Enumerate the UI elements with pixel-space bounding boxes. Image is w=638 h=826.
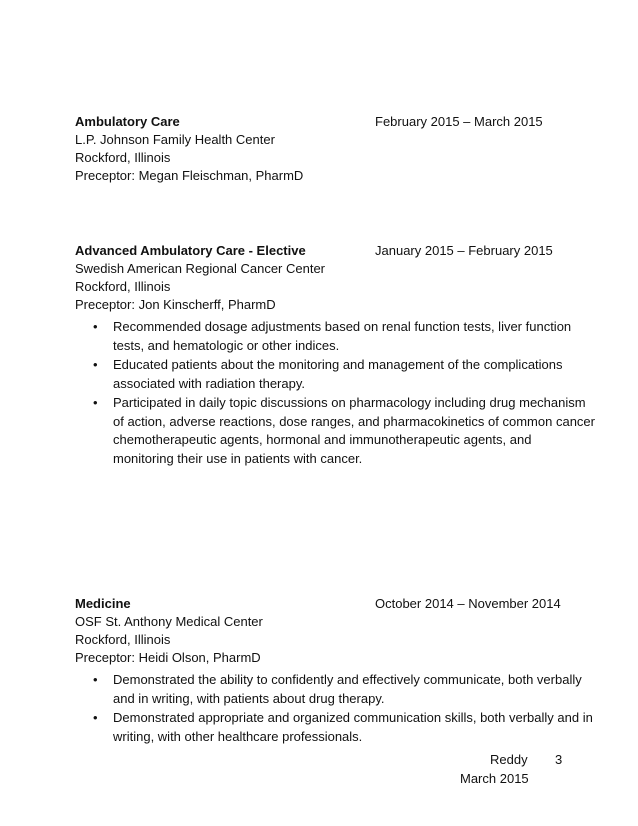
site-name: OSF St. Anthony Medical Center [75,614,263,629]
bullet-icon: • [93,395,98,410]
bullet-icon: • [93,710,98,725]
list-item [75,671,595,708]
list-item-text: Demonstrated appropriate and organized communication skills, both verbally and in writing, with other healthcare professionals. [113,710,593,744]
list-item-text: Demonstrated the ability to confidently and effectively communicate, both verbally and in writing, with patients about drug therapy. [113,672,582,706]
site-name: Swedish American Regional Cancer Center [75,261,326,276]
list-item-text: Recommended dosage adjustments based on renal function tests, liver function tests, and hematologic or other indices. [113,319,572,353]
section-title: Advanced Ambulatory Care - Elective [75,243,306,258]
section-dates: January 2015 – February 2015 [375,243,553,258]
preceptor: Preceptor: Heidi Olson, PharmD [75,650,261,665]
page-number: 3 [555,752,563,767]
preceptor: Preceptor: Jon Kinscherff, PharmD [75,297,276,312]
site-location: Rockford, Illinois [75,632,171,647]
list-item [75,318,595,355]
list-item-text: Participated in daily topic discussions on pharmacology including drug mechanism of action, adverse reactions, dose ranges, and pharmacokinetics of common cancer chemotherapeutic agents, hormonal and immunotherapeutic agents, and monitoring their use in patients with cancer. [113,395,595,466]
list-item-text: Educated patients about the monitoring and management of the complications associated with radiation therapy. [113,357,563,391]
list-item [75,394,595,468]
footer-date: March 2015 [460,771,529,786]
rotation-advanced-ambulatory-care [75,242,595,469]
rotation-medicine [75,595,595,747]
bullet-icon: • [93,357,98,372]
section-title: Medicine [75,596,131,611]
section-header [75,113,595,131]
section-header [75,595,595,613]
site-location: Rockford, Illinois [75,279,171,294]
list-item [75,356,595,393]
bullet-icon: • [93,319,98,334]
section-dates: February 2015 – March 2015 [375,114,543,129]
bullet-icon: • [93,672,98,687]
preceptor: Preceptor: Megan Fleischman, PharmD [75,168,304,183]
duties-list [75,671,595,746]
list-item [75,709,595,746]
section-header [75,242,595,260]
footer-author: Reddy [490,752,528,767]
site-location: Rockford, Illinois [75,150,171,165]
section-dates: October 2014 – November 2014 [375,596,561,611]
duties-list [75,318,595,468]
rotation-ambulatory-care [75,113,595,185]
section-title: Ambulatory Care [75,114,180,129]
site-name: L.P. Johnson Family Health Center [75,132,275,147]
